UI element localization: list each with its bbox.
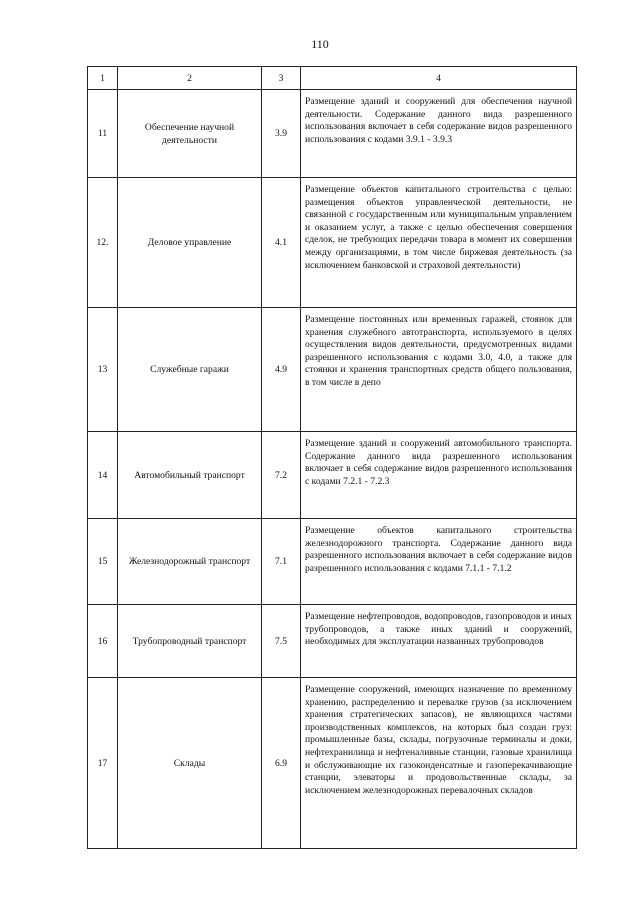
table-header-row bbox=[88, 67, 577, 90]
row-number: 15 bbox=[88, 519, 118, 605]
land-use-table bbox=[87, 66, 577, 849]
use-type-description: Размещение нефтепроводов, водопроводов, газопроводов и иных трубопроводов, а также иных зданий и сооружений, необходимых для эксплуатации названных трубопроводов bbox=[301, 605, 577, 678]
table-row bbox=[88, 178, 577, 308]
table-row bbox=[88, 432, 577, 519]
use-type-description: Размещение сооружений, имеющих назначение по временному хранению, распределению и перевалке грузов (за исключением хранения стратегических запасов), не являющихся частями производственных комплексов, на которых был создан груз: промышленные базы, склады, погрузочные терминалы и доки, нефтехранилища и нефтеналивные станции, газовые хранилища и обслуживающие их газоконденсатные и газоперекачивающие станции, элеваторы и продовольственные склады, за исключением железнодорожных перевалочных складов bbox=[301, 678, 577, 849]
page-number: 110 bbox=[311, 37, 329, 51]
use-type-description: Размещение объектов капитального строительства с целью: размещения объектов управленческой деятельности, не связанной с государственным или муниципальным управлением и оказанием услуг, а также с целью обеспечения совершения сделок, не требующих передачи товара в момент их совершения между организациями, в том числе биржевая деятельность (за исключением банковской и страховой деятельности) bbox=[301, 178, 577, 308]
row-number: 13 bbox=[88, 308, 118, 432]
use-type-code: 4.1 bbox=[262, 178, 301, 308]
use-type-code: 7.5 bbox=[262, 605, 301, 678]
use-type-description: Размещение постоянных или временных гаражей, стоянок для хранения служебного автотранспорта, используемого в целях осуществления видов деятельности, предусмотренных видами разрешенного использования с кодами 3.0, 4.0, а также для стоянки и хранения транспортных средств общего пользования, в том числе в депо bbox=[301, 308, 577, 432]
row-number: 17 bbox=[88, 678, 118, 849]
table-row bbox=[88, 308, 577, 432]
use-type-description: Размещение зданий и сооружений автомобильного транспорта. Содержание данного вида разрешенного использования включает в себя содержание видов разрешенного использования с кодами 7.2.1 - 7.2.3 bbox=[301, 432, 577, 519]
use-type-name: Автомобильный транспорт bbox=[118, 432, 262, 519]
use-type-name: Обеспечение научной деятельности bbox=[118, 90, 262, 178]
use-type-description: Размещение объектов капитального строительства железнодорожного транспорта. Содержание данного вида разрешенного использования включает в себя содержание видов разрешенного использования с кодами 7.1.1 - 7.1.2 bbox=[301, 519, 577, 605]
header-cell-1: 1 bbox=[88, 67, 118, 90]
use-type-name: Служебные гаражи bbox=[118, 308, 262, 432]
header-cell-2: 2 bbox=[118, 67, 262, 90]
row-number: 12. bbox=[88, 178, 118, 308]
use-type-code: 3.9 bbox=[262, 90, 301, 178]
use-type-code: 4.9 bbox=[262, 308, 301, 432]
use-type-code: 6.9 bbox=[262, 678, 301, 849]
use-type-name: Склады bbox=[118, 678, 262, 849]
row-number: 14 bbox=[88, 432, 118, 519]
use-type-description: Размещение зданий и сооружений для обеспечения научной деятельности. Содержание данного вида разрешенного использования включает в себя содержание видов разрешенного использования с кодами 3.9.1 - 3.9.3 bbox=[301, 90, 577, 178]
table-row bbox=[88, 519, 577, 605]
row-number: 11 bbox=[88, 90, 118, 178]
header-cell-4: 4 bbox=[301, 67, 577, 90]
table-row bbox=[88, 605, 577, 678]
table-row bbox=[88, 678, 577, 849]
use-type-name: Трубопроводный транспорт bbox=[118, 605, 262, 678]
use-type-name: Деловое управление bbox=[118, 178, 262, 308]
header-cell-3: 3 bbox=[262, 67, 301, 90]
use-type-code: 7.1 bbox=[262, 519, 301, 605]
row-number: 16 bbox=[88, 605, 118, 678]
table-row bbox=[88, 90, 577, 178]
use-type-code: 7.2 bbox=[262, 432, 301, 519]
use-type-name: Железнодорожный транспорт bbox=[118, 519, 262, 605]
